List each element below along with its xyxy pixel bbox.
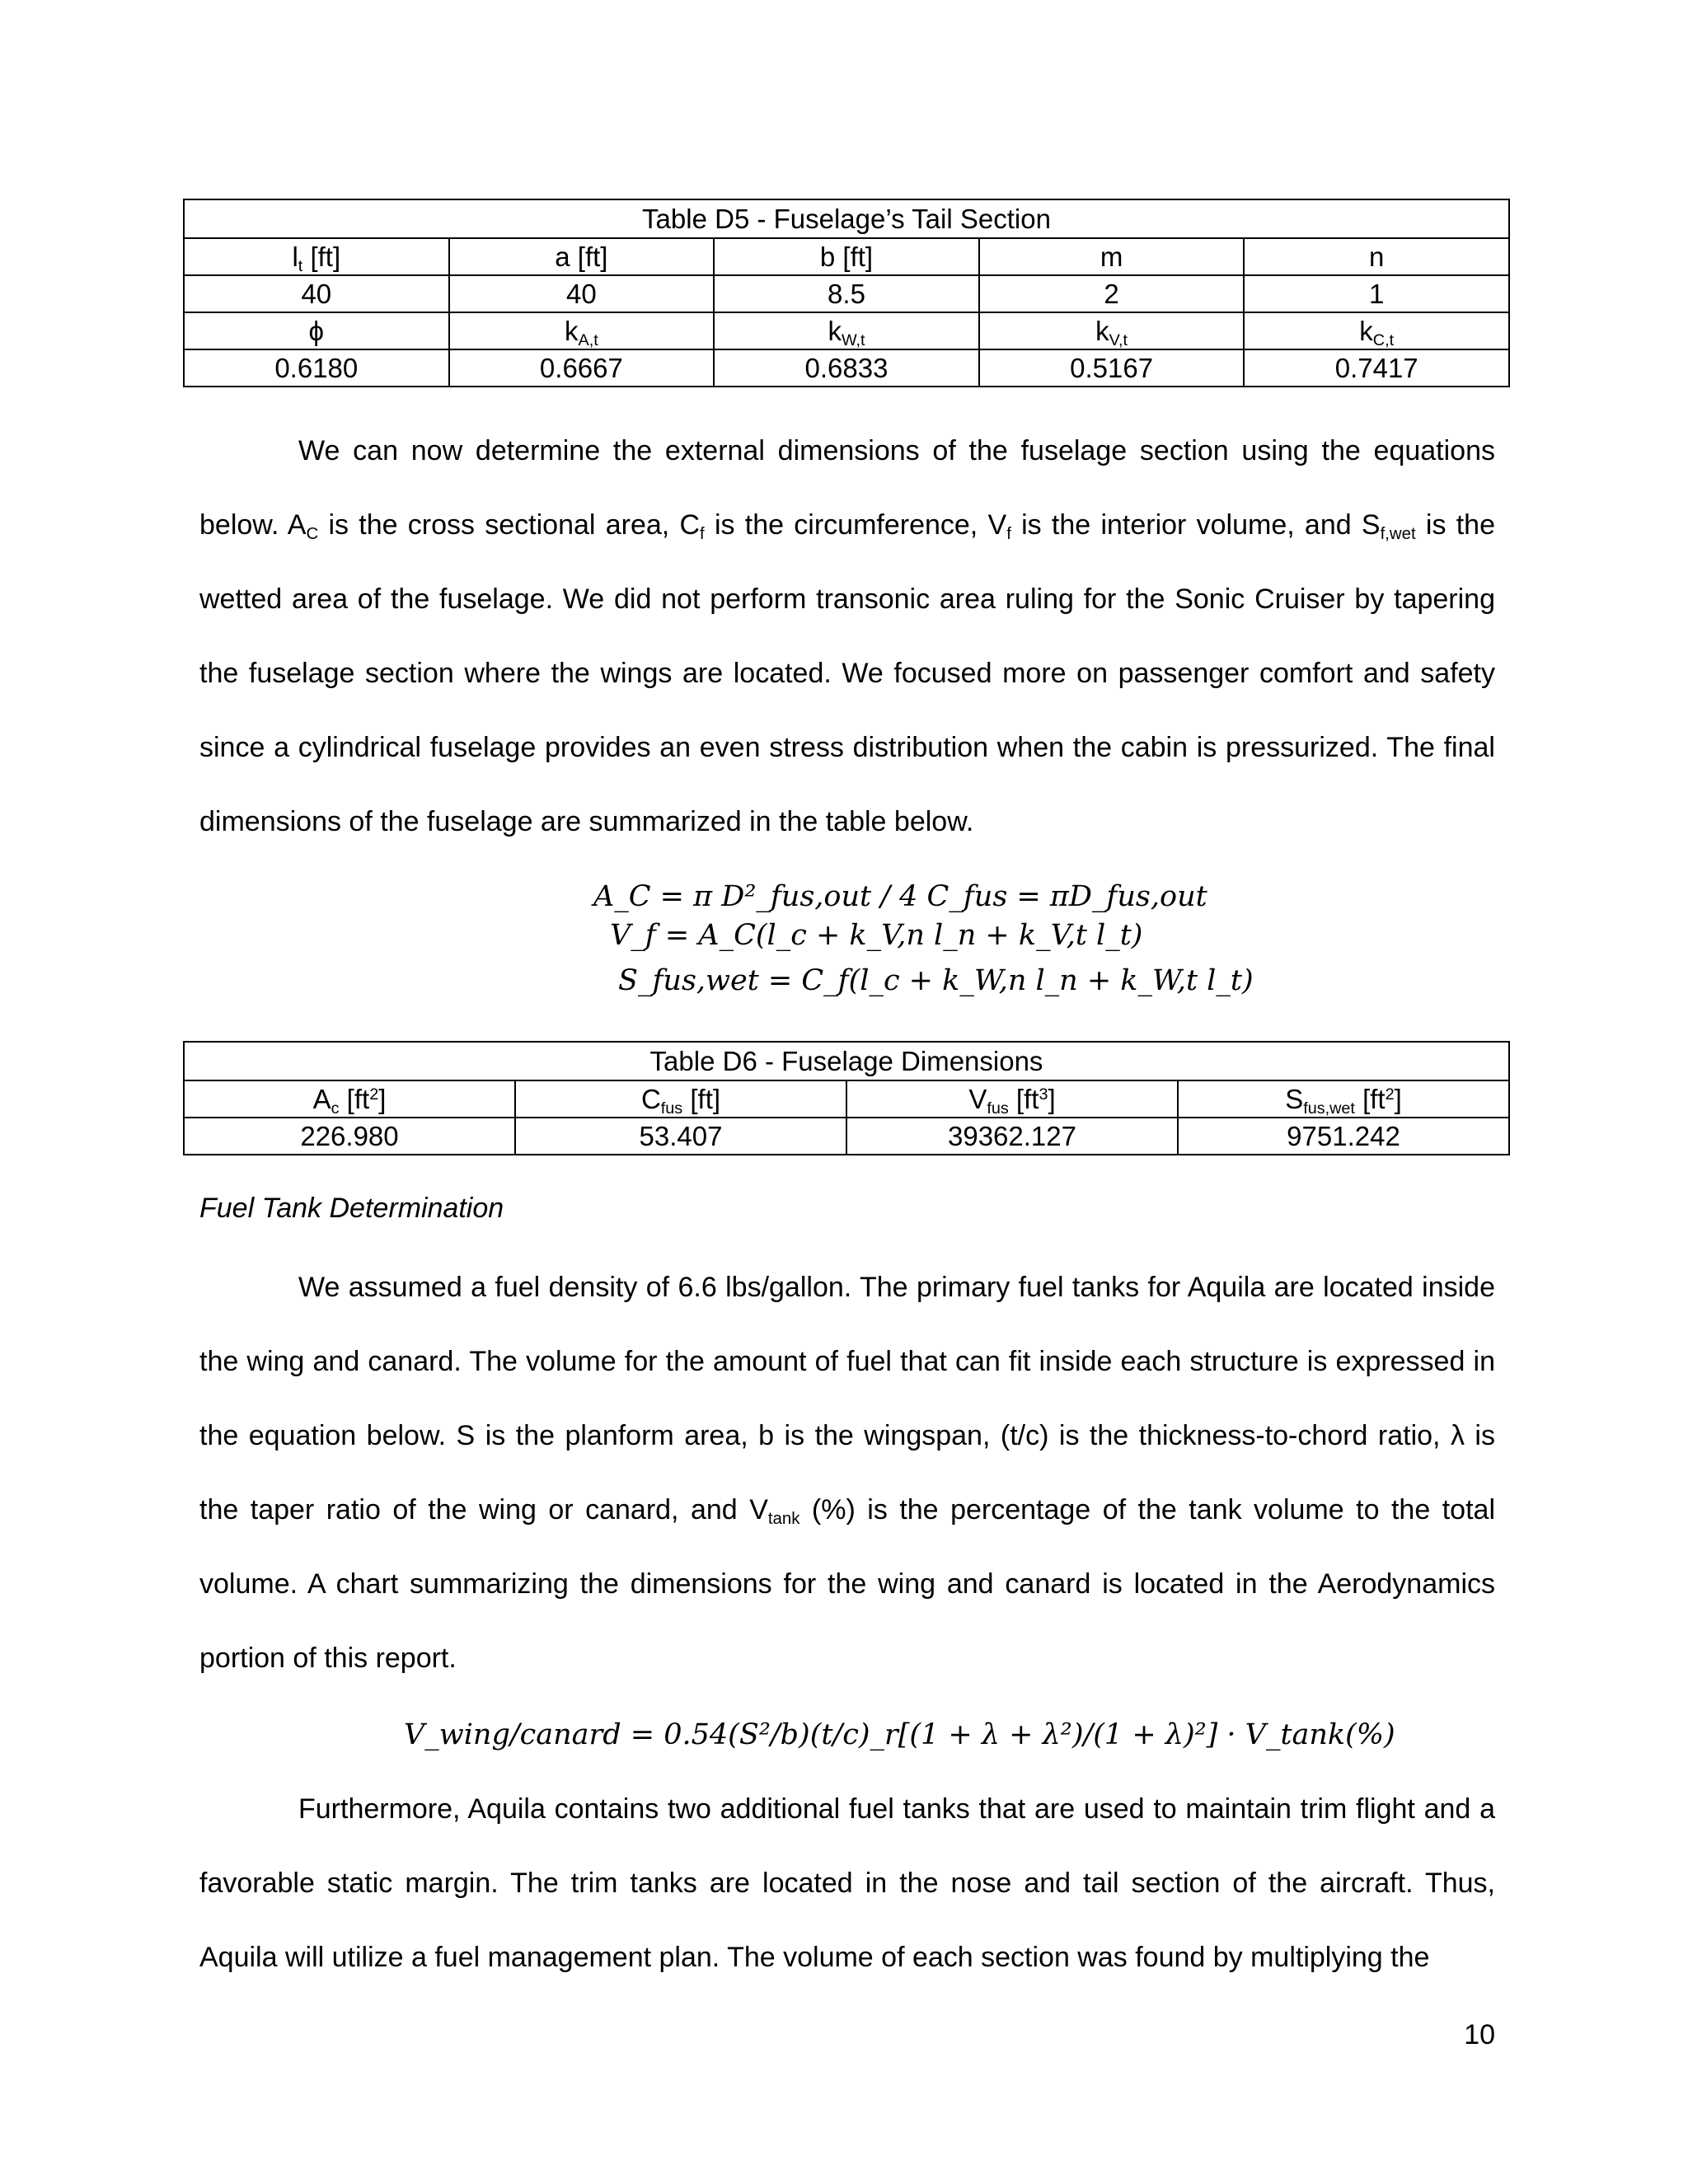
paragraph-fuselage-dimensions: We can now determine the external dimensions of the fuselage section using the equations below. $A_C$ is the cross sectional area, $C_f$ is the circumference, $V_f$ is the interior volume, and $S_{f,wet}$ is the wetted area of the fuselage. We did not perform transonic area ruling for the Sonic Cruiser by tapering the fuselage section where the wings are located. We focused more on passenger comfort and safety since a cylindrical fuselage provides an even stress distribution when the cabin is pressurized. The final dimensions of the fuselage are summarized in the table below. <box>199 435 1495 837</box>
header-a: a [ft] <box>449 238 715 275</box>
equation-area-circumference: A_C = π D²_fus,out / 4 C_fus = πD_fus,out <box>593 880 1207 913</box>
header-ac: $A_c$ $[ft^2]$ <box>184 1080 515 1118</box>
header-vfus: $V_{fus}$ $[ft^3]$ <box>846 1080 1178 1118</box>
table-cell: 9751.242 <box>1178 1118 1509 1155</box>
header-b: b [ft] <box>714 238 979 275</box>
table-cell: 0.6833 <box>714 349 979 387</box>
header-kVt: $k_{V,t}$ <box>979 312 1245 349</box>
section-heading-fuel-tank: Fuel Tank Determination <box>199 1193 504 1224</box>
equation-wetted-area: S_fus,wet = C_f(l_c + k_W,n l_n + k_W,t l_t) <box>618 964 1254 997</box>
header-n: n <box>1244 238 1509 275</box>
header-kAt: $k_{A,t}$ <box>449 312 715 349</box>
paragraph-fuel-tank: We assumed a fuel density of 6.6 lbs/gallon. The primary fuel tanks for Aquila are located inside the wing and canard. The volume for the amount of fuel that can fit inside each structure is expressed in the equation below. S is the planform area, b is the wingspan, (t/c) is the thickness-to-chord ratio, λ is the taper ratio of the wing or canard, and $V_{tank}$ (%) is the percentage of the tank volume to the total volume. A chart summarizing the dimensions for the wing and canard is located in the Aerodynamics portion of this report. <box>199 1272 1496 1674</box>
equation-fuel-volume: V_wing/canard = 0.54(S²/b)(t/c)_r[(1 + λ + λ²)/(1 + λ)²] · V_tank(%) <box>404 1718 1395 1751</box>
header-phi: ϕ <box>184 312 449 349</box>
header-m: m <box>979 238 1245 275</box>
table-row <box>184 349 1509 387</box>
table-row <box>184 275 1509 312</box>
table-cell: 1 <box>1244 275 1509 312</box>
header-kCt: $k_{C,t}$ <box>1244 312 1509 349</box>
table-cell: 40 <box>449 275 715 312</box>
table-row <box>184 238 1509 275</box>
table-cell: 40 <box>184 275 449 312</box>
table-d6-caption: Table D6 - Fuselage Dimensions <box>184 1042 1509 1080</box>
table-cell: 53.407 <box>515 1118 846 1155</box>
table-cell: 0.6180 <box>184 349 449 387</box>
table-row <box>184 1118 1509 1155</box>
table-cell: 226.980 <box>184 1118 515 1155</box>
equation-volume: V_f = A_C(l_c + k_V,n l_n + k_V,t l_t) <box>610 919 1143 952</box>
table-cell: 8.5 <box>714 275 979 312</box>
table-row <box>184 312 1509 349</box>
header-kWt: $k_{W,t}$ <box>714 312 979 349</box>
table-cell: 0.7417 <box>1244 349 1509 387</box>
table-d5-caption: Table D5 - Fuselage’s Tail Section <box>184 199 1509 238</box>
header-cfus: $C_{fus}$ [ft] <box>515 1080 846 1118</box>
table-cell: 39362.127 <box>846 1118 1178 1155</box>
table-row <box>184 1080 1509 1118</box>
table-cell: 0.5167 <box>979 349 1245 387</box>
table-d6-fuselage-dimensions <box>183 1041 1510 1155</box>
table-cell: 2 <box>979 275 1245 312</box>
header-lt: $l_t$ [ft] <box>184 238 449 275</box>
paragraph-trim-tanks: Furthermore, Aquila contains two additional fuel tanks that are used to maintain trim flight and a favorable static margin. The trim tanks are located in the nose and tail section of the aircraft. Thus, Aquila will utilize a fuel management plan. The volume of each section was found by multiplying the <box>199 1793 1495 1973</box>
table-cell: 0.6667 <box>449 349 715 387</box>
table-d5-fuselage-tail-section <box>183 199 1510 387</box>
page-number: 10 <box>1464 2019 1495 2050</box>
header-sfus: $S_{fus,wet}$ $[ft^2]$ <box>1178 1080 1509 1118</box>
